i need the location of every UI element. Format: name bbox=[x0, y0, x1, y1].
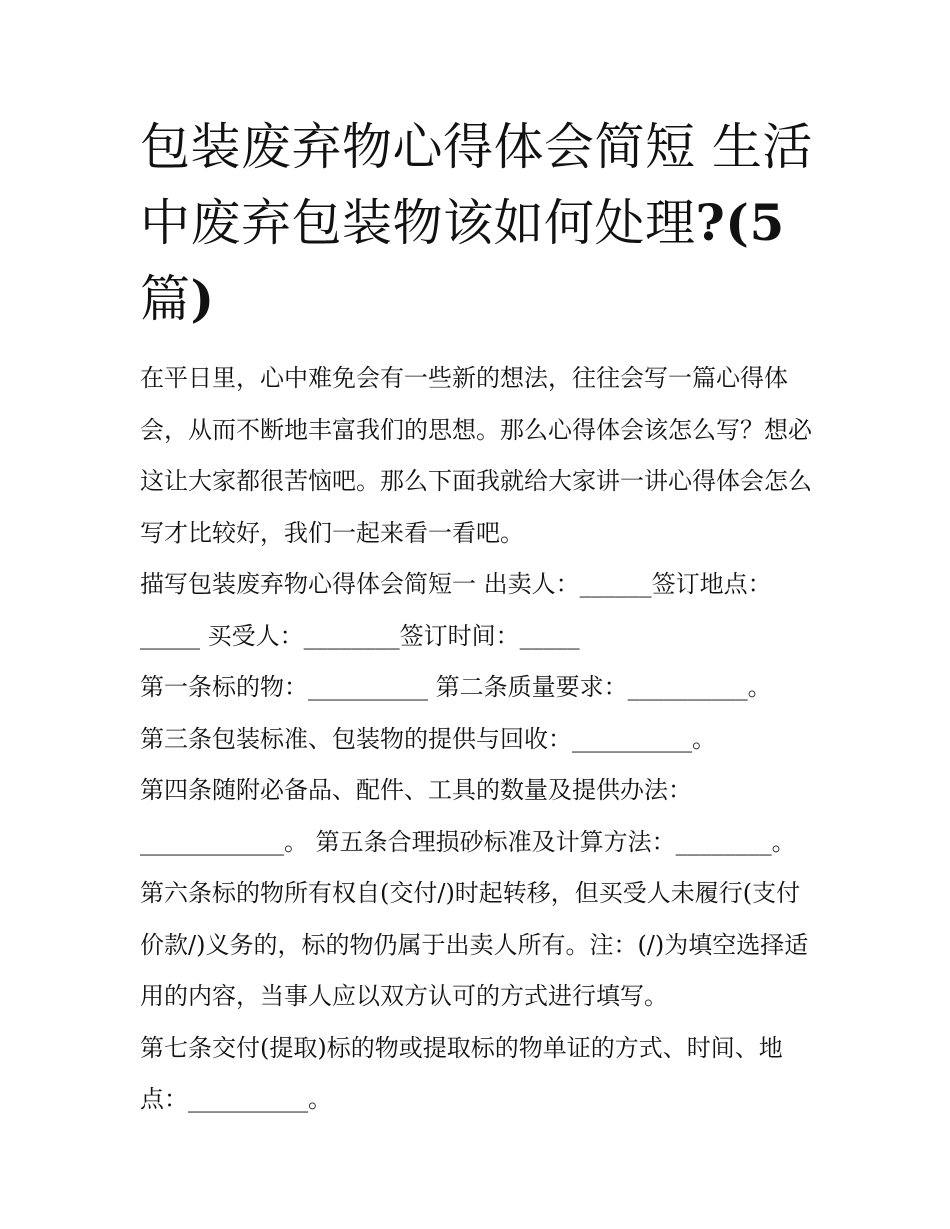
title-main-text: 包装废弃物心得体会简短 生活中废弃包装物该如何处理 bbox=[140, 118, 813, 252]
document-page bbox=[140, 110, 820, 1126]
title-tail-cjk-text: 篇 bbox=[140, 270, 191, 328]
title-suffix-text: ?(5 bbox=[695, 193, 785, 252]
clause-3-paragraph: 第三条包装标准、包装物的提供与回收：__________。 bbox=[140, 724, 716, 753]
title-tail-paren-text: ) bbox=[190, 269, 215, 328]
clause-1-2-paragraph: 第一条标的物：__________ 第二条质量要求：__________。 bbox=[140, 673, 772, 701]
intro-paragraph: 在平日里，心中难免会有一些新的想法，往往会写一篇心得体会，从而不断地丰富我们的思想。那么心得体会该怎么写？想必这让大家都很苦恼吧。那么下面我就给大家讲一讲心得体会怎么写才比较好，我们一起来看一看吧。 bbox=[140, 364, 812, 547]
document-title bbox=[140, 110, 820, 337]
clause-4-5-paragraph: 第四条随附必备品、配件、工具的数量及提供办法：____________。 第五条合理损砂标准及计算方法：________。 bbox=[140, 776, 796, 856]
clause-7-paragraph: 第七条交付(提取)标的物或提取标的物单证的方式、时间、地点：__________。 bbox=[140, 1033, 783, 1113]
contract-parties-paragraph: 描写包装废弃物心得体会简短一 出卖人：______签订地点：_____ 买受人：________签订时间：_____ bbox=[140, 570, 772, 650]
clause-6-paragraph: 第六条标的物所有权自(交付/)时起转移，但买受人未履行(支付价款/)义务的，标的物仍属于出卖人所有。注：(/)为填空选择适用的内容，当事人应以双方认可的方式进行填写。 bbox=[140, 879, 809, 1010]
